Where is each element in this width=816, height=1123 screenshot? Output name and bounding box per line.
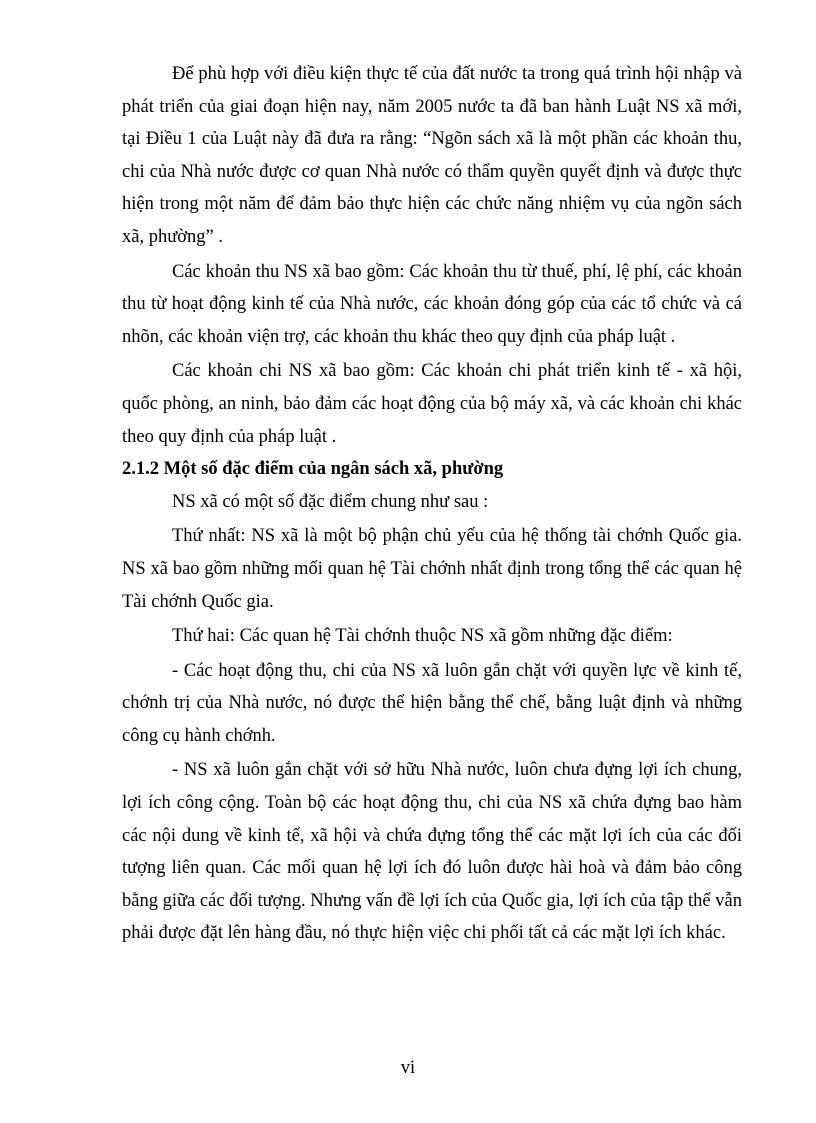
section-heading: 2.1.2 Một số đặc điểm của ngân sách xã, phường [122, 459, 504, 480]
paragraph-ns-law-definition: Để phù hợp với điều kiện thực tế của đất nước ta trong quá trình hội nhập và phát triển của giai đoạn hiện nay, năm 2005 nước ta đã ban hành Luật NS xã mới, tại Điều 1 của Luật này đã đưa ra rằng: “Ngõn sách xã là một phần các khoản thu, chi của Nhà nước được cơ quan Nhà nước có thẩm quyền quyết định và được thực hiện trong một năm để đảm bảo thực hiện các chức năng nhiệm vụ của ngõn sách xã, phường” . [122, 64, 742, 247]
paragraph-second-feature: Thứ hai: Các quan hệ Tài chớnh thuộc NS xã gồm những đặc điểm: [172, 626, 673, 647]
body-text [122, 58, 742, 950]
paragraph-revenue-items: Các khoản thu NS xã bao gồm: Các khoản thu từ thuế, phí, lệ phí, các khoản thu từ hoạt động kinh tế của Nhà nước, các khoản đóng góp của các tổ chức và cá nhõn, các khoản viện trợ, các khoản thu khác theo quy định của pháp luật . [122, 261, 742, 347]
paragraph-features-intro: NS xã có một số đặc điểm chung như sau : [172, 491, 489, 512]
paragraph-bullet-power: - Các hoạt động thu, chi của NS xã luôn gắn chặt với quyền lực về kinh tế, chớnh trị của Nhà nước, nó được thể hiện bằng thể chế, bằng luật định và những công cụ hành chớnh. [122, 660, 742, 746]
page-number: vi [400, 1058, 416, 1078]
paragraph-expenditure-items: Các khoản chi NS xã bao gồm: Các khoản chi phát triển kinh tế - xã hội, quốc phòng, an ninh, bảo đảm các hoạt động của bộ máy xã, và các khoản chi khác theo quy định của pháp luật . [122, 361, 742, 447]
paragraph-first-feature: Thứ nhất: NS xã là một bộ phận chủ yếu của hệ thống tài chớnh Quốc gia. NS xã bao gồm những mối quan hệ Tài chớnh nhất định trong tổng thể các quan hệ Tài chớnh Quốc gia. [122, 526, 742, 612]
paragraph-bullet-ownership: - NS xã luôn gắn chặt với sở hữu Nhà nước, luôn chưa đựng lợi ích chung, lợi ích công cộng. Toàn bộ các hoạt động thu, chi của NS xã chứa đựng bao hàm các nội dung về kinh tế, xã hội và chứa đựng tổng thể các mặt lợi ích của các đối tượng liên quan. Các mối quan hệ lợi ích đó luôn được hài hoà và đảm bảo công bằng giữa các đối tượng. Nhưng vấn đề lợi ích của Quốc gia, lợi ích của tập thể vẫn phải được đặt lên hàng đầu, nó thực hiện việc chi phối tất cả các mặt lợi ích khác. [122, 760, 742, 944]
